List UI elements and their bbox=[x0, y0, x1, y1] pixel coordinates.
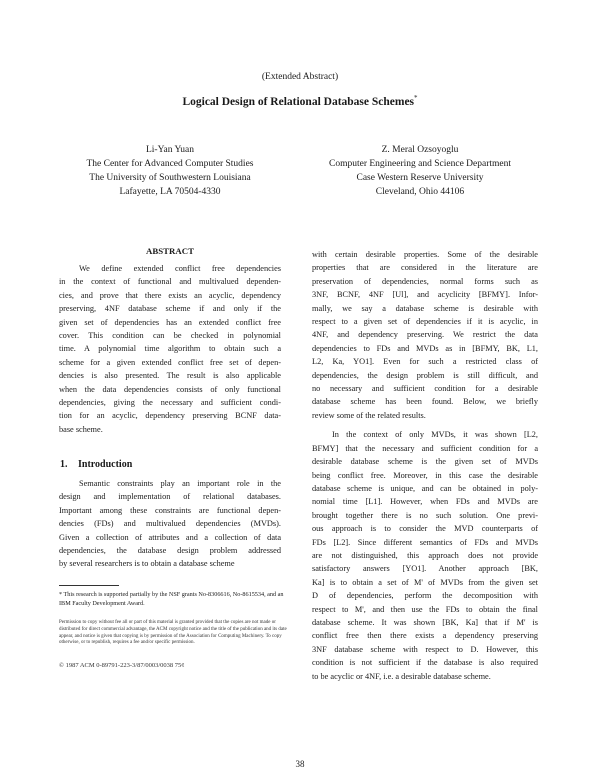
intro-line: by several researchers is to obtain a database scheme bbox=[59, 559, 235, 569]
abstract-line: in the context of functional and multivalued dependen- bbox=[59, 277, 281, 287]
abstract-line: preserving, 4NF database scheme if and only if the bbox=[59, 304, 281, 314]
extended-abstract-label: (Extended Abstract) bbox=[261, 72, 339, 82]
body-line: database scheme has been found. Below, we briefly bbox=[312, 397, 538, 407]
author-block-2 bbox=[290, 143, 550, 199]
body-line: 3NF, BCNF, 4NF [Ul], and acyclicity [BFMY]. Infor- bbox=[312, 290, 538, 300]
body-line: 4NF, and dependency preserving. We restrict the data bbox=[312, 330, 538, 340]
introduction-heading bbox=[60, 459, 132, 470]
paper-title-text: Logical Design of Relational Database Schemes bbox=[182, 95, 415, 108]
author-affiliation-line: Computer Engineering and Science Department bbox=[328, 159, 512, 169]
body-line: condition is not sufficient if the database is also required bbox=[312, 658, 538, 668]
body-line: being conflict free. Moreover, in this case the desirable bbox=[312, 470, 538, 480]
section-title: Introduction bbox=[78, 459, 133, 470]
author-block-1 bbox=[40, 143, 300, 199]
intro-line: Important among these constraints are functional depen- bbox=[59, 505, 281, 515]
body-line: desirable database scheme is the given set of MVDs bbox=[312, 457, 538, 467]
body-line: In the context of only MVDs, it was shown [L2, bbox=[332, 430, 538, 440]
intro-line: dependencies, the database design problem addressed bbox=[59, 546, 281, 556]
footnote-divider bbox=[59, 585, 119, 586]
body-line: respect to a given set of dependencies if it is acyclic, in bbox=[312, 317, 538, 327]
body-line: database scheme is unique, and can be obtained in poly- bbox=[312, 483, 538, 493]
abstract-heading: ABSTRACT bbox=[146, 246, 194, 256]
abstract-line: cies, and prove that there exists an acyclic, dependency bbox=[59, 290, 281, 300]
page-number: 38 bbox=[295, 759, 305, 769]
abstract-body bbox=[59, 262, 281, 436]
body-line: dependencies, the design problem is still difficult, and bbox=[312, 370, 538, 380]
body-line: no necessary and sufficient condition for a desirable bbox=[312, 384, 538, 394]
author-affiliation-line: Lafayette, LA 70504-4330 bbox=[119, 187, 221, 197]
body-line: database scheme. It was shown [BK, Ka] that if M' is bbox=[312, 617, 538, 627]
body-line: properties that are considered in the literature are bbox=[312, 263, 538, 273]
intro-line: dencies (FDs) and multivalued dependencies (MVDs). bbox=[59, 519, 281, 529]
body-line: ous approach is to consider the MVD counterparts of bbox=[312, 524, 538, 534]
body-line: L2, Ka, YO1]. Even for such a restricted class of bbox=[312, 357, 538, 367]
body-line: with certain desirable properties. Some of the desirable bbox=[312, 250, 538, 259]
body-line: nomial time [L1]. However, when FDs and MVDs are bbox=[312, 497, 538, 507]
body-line: dependencies to FDs and MVDs as in [BFMY, BK, L1, bbox=[312, 343, 538, 353]
abstract-line: dencies is also presented. The result is also applicable bbox=[59, 371, 281, 381]
intro-line: Given a collection of attributes and a collection of data bbox=[59, 532, 281, 542]
introduction-body bbox=[59, 477, 281, 571]
funding-footnote bbox=[59, 591, 289, 608]
body-line: BFMY] that the necessary and sufficient condition for a bbox=[312, 443, 538, 453]
body-line: Ka] is to obtain a set of M' of MVDs from the given set bbox=[312, 577, 538, 587]
body-line: are not distinguished, this approach does not provide bbox=[312, 550, 538, 560]
abstract-line: scheme for a given extended conflict free set of depen- bbox=[59, 357, 281, 367]
body-line: D of dependencies, perform the decomposition with bbox=[312, 591, 538, 601]
abstract-line: We define extended conflict free dependencies bbox=[79, 264, 281, 273]
author-affiliation-line: Case Western Reserve University bbox=[356, 173, 484, 183]
abstract-line: cover. This condition can be checked in polynomial bbox=[59, 331, 281, 341]
abstract-line: given set of dependencies has an extended conflict free bbox=[59, 317, 281, 327]
abstract-line: tion for an acyclic, dependency preserving BCNF data- bbox=[59, 411, 281, 421]
body-line: preservation of dependencies, normal forms such as bbox=[312, 276, 538, 286]
section-number: 1. bbox=[60, 459, 68, 470]
permission-notice: Permission to copy without fee all or part of this material is granted provided that the copies are not made or distributed for direct commercial advantage, the ACM copyright notice and the title of the publication and its date appear, and notice is given that copying is by permission of the Association for Computing Machinery. To copy otherwise, or to republish, requires a fee and/or specific permission. bbox=[59, 620, 287, 646]
paper-title bbox=[0, 94, 600, 108]
footnote-text: This research is supported partially by the NSF grants No-8306616, No-8615534, and an IBM Faculty Development Award. bbox=[59, 591, 284, 607]
body-line: conflict free then there exists a dependency preserving bbox=[312, 631, 538, 641]
footnote-mark: * bbox=[59, 591, 63, 598]
abstract-line: when the data dependencies consists of only functional bbox=[59, 384, 281, 394]
author-affiliation-line: The Center for Advanced Computer Studies bbox=[86, 159, 254, 169]
right-column-body bbox=[312, 248, 538, 683]
body-line: to be acyclic or 4NF, i.e. a desirable database scheme. bbox=[312, 671, 491, 681]
intro-line: design and implementation of relational databases. bbox=[59, 492, 281, 502]
author-affiliation-line: Cleveland, Ohio 44106 bbox=[375, 187, 465, 197]
body-line: respect to M', and then use the FDs to obtain the final bbox=[312, 604, 538, 614]
body-line: FDs [L2]. Since different semantics of FDs and MVDs bbox=[312, 537, 538, 547]
body-line: review some of the related results. bbox=[312, 410, 426, 420]
author-affiliation-line: The University of Southwestern Louisiana bbox=[89, 173, 251, 183]
abstract-line: dependencies, giving the necessary and sufficient condi- bbox=[59, 398, 281, 408]
body-line: satisfactory answers [YO1]. Another approach [BK, bbox=[312, 564, 538, 574]
abstract-line: base scheme. bbox=[59, 424, 103, 434]
title-footnote-mark: * bbox=[414, 94, 418, 102]
abstract-line: time. A polynomial time algorithm to obtain such a bbox=[59, 344, 281, 354]
body-line: mally, we say a database scheme is desirable with bbox=[312, 303, 538, 313]
author-name: Li-Yan Yuan bbox=[145, 145, 195, 155]
intro-line: Semantic constraints play an important role in the bbox=[79, 479, 281, 488]
body-line: brought together there is no such solution. One previ- bbox=[312, 510, 538, 520]
body-line: 3NF database scheme with respect to D. However, this bbox=[312, 644, 538, 654]
copyright-line: © 1987 ACM 0-89791-223-3/87/0003/0038 75¢ bbox=[59, 662, 185, 669]
author-name: Z. Meral Ozsoyoglu bbox=[381, 145, 459, 155]
